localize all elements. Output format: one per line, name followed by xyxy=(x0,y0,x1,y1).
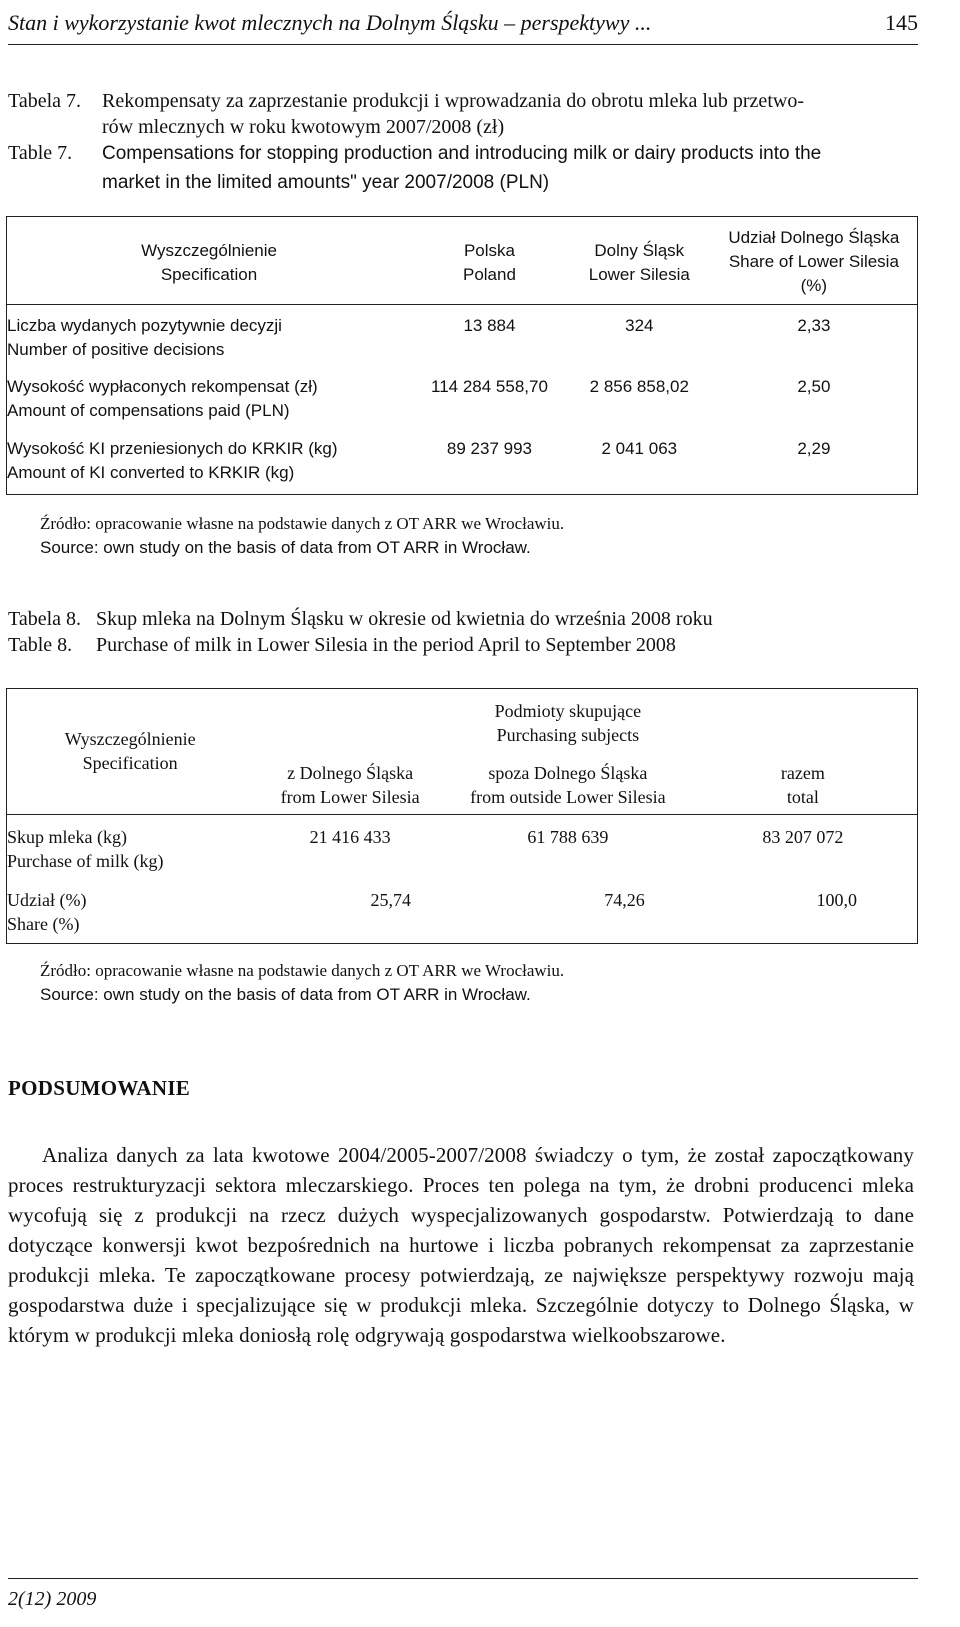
table8-header-group-pl: Podmioty skupujące xyxy=(494,701,642,721)
table-row xyxy=(7,305,918,367)
table8-row1-outside: 74,26 xyxy=(604,889,645,910)
table8-row0-from: 21 416 433 xyxy=(309,827,391,847)
row-label-en: Purchase of milk (kg) xyxy=(7,851,164,871)
row-label-pl: Wysokość wypłaconych rekompensat (zł) xyxy=(7,376,318,396)
table7-row0-polska: 13 884 xyxy=(463,316,516,335)
table8-source-en: Source: own study on the basis of data from OT ARR in Wrocław. xyxy=(40,985,531,1004)
table8-header-total xyxy=(689,751,918,815)
table8-header-from-pl: z Dolnego Śląska xyxy=(287,762,414,783)
table7-caption-pl-line1: Rekompensaty za zaprzestanie produkcji i wprowadzania do obrotu mleka lub przetwo- xyxy=(102,90,804,112)
table7-header-polska-en: Poland xyxy=(462,265,516,284)
table8-caption-pl-label: Tabela 8. xyxy=(8,608,82,630)
table7-header-share-pl: Udział Dolnego Śląska xyxy=(728,228,900,247)
row-label-pl: Wysokość KI przeniesionych do KRKIR (kg) xyxy=(7,438,338,458)
table7-header-spec xyxy=(7,217,412,305)
table8-header-outside-pl: spoza Dolnego Śląska xyxy=(488,762,648,783)
table7-header-share-unit: (%) xyxy=(800,276,828,295)
table8-header-outside-en: from outside Lower Silesia xyxy=(470,786,666,807)
table7 xyxy=(6,216,918,495)
table8-header-row1 xyxy=(7,689,918,751)
row-label-en: Amount of KI converted to KRKIR (kg) xyxy=(7,462,295,482)
table8-header-total-pl: razem xyxy=(780,762,825,783)
table8-caption-pl: Skup mleka na Dolnym Śląsku w okresie od kwietnia do września 2008 roku xyxy=(96,608,713,630)
table7-row1-share: 2,50 xyxy=(797,376,831,396)
row-label-en: Share (%) xyxy=(7,913,80,934)
table7-row2-polska: 89 237 993 xyxy=(446,438,532,458)
table7-row1-label xyxy=(7,367,412,429)
row-label-en: Amount of compensations paid (PLN) xyxy=(7,400,290,420)
running-title: Stan i wykorzystanie kwot mlecznych na Dolnym Śląsku – perspektywy ... xyxy=(8,10,652,35)
table8 xyxy=(6,688,918,944)
table8-source xyxy=(40,959,564,1007)
table-row xyxy=(7,367,918,429)
table7-source xyxy=(40,512,564,560)
table7-header-ds-en: Lower Silesia xyxy=(588,265,690,284)
table7-source-en: Source: own study on the basis of data from OT ARR in Wrocław. xyxy=(40,538,531,557)
table7-caption-en-line2: market in the limited amounts" year 2007/2008 (PLN) xyxy=(102,172,550,193)
table8-caption xyxy=(8,606,928,658)
table8-row1-label xyxy=(7,878,254,944)
table7-header-polska xyxy=(411,217,568,305)
row-label-pl: Udział (%) xyxy=(7,889,87,910)
table7-caption-pl-label: Tabela 7. xyxy=(8,90,82,112)
table7-header-ds xyxy=(568,217,711,305)
table8-source-pl: Źródło: opracowanie własne na podstawie danych z OT ARR we Wrocławiu. xyxy=(40,961,565,980)
table7-caption-en-line1: Compensations for stopping production and introducing milk or dairy products into the xyxy=(102,143,822,164)
table8-header-from-en: from Lower Silesia xyxy=(280,786,420,807)
table8-row1-from: 25,74 xyxy=(370,889,412,910)
table7-header-row xyxy=(7,217,918,305)
table8-header-spec-pl: Wyszczególnienie xyxy=(64,729,196,749)
page-number: 145 xyxy=(885,10,918,35)
table7-row0-ds: 324 xyxy=(625,316,654,335)
table7-row1-polska: 114 284 558,70 xyxy=(431,376,548,396)
table-row xyxy=(7,878,918,944)
table7-header-share xyxy=(711,217,918,305)
row-label-pl: Liczba wydanych pozytywnie decyzji xyxy=(7,316,282,335)
table7-caption xyxy=(8,88,928,196)
summary-heading: PODSUMOWANIE xyxy=(8,1076,191,1100)
table8-header-total-en: total xyxy=(786,786,819,807)
table7-row0-label xyxy=(7,305,412,367)
table7-source-pl: Źródło: opracowanie własne na podstawie danych z OT ARR we Wrocławiu. xyxy=(40,514,565,533)
table8-row1-total: 100,0 xyxy=(816,889,857,910)
table-row xyxy=(7,429,918,495)
table8-header-from xyxy=(253,751,447,815)
footer-rule xyxy=(8,1578,918,1579)
row-label-pl: Skup mleka (kg) xyxy=(7,827,127,847)
table8-row0-outside: 61 788 639 xyxy=(527,827,609,847)
row-label-en: Number of positive decisions xyxy=(7,340,225,359)
table7-row0-share: 2,33 xyxy=(797,316,831,335)
table7-caption-pl-line2: rów mlecznych w roku kwotowym 2007/2008 (zł) xyxy=(102,116,505,138)
table7-header-ds-pl: Dolny Śląsk xyxy=(594,241,685,260)
summary-paragraph: Analiza danych za lata kwotowe 2004/2005-2007/2008 świadczy o tym, że został zapoczątkowany proces restrukturyzacji sektora mleczarskiego. Proces ten polega na tym, że drobni producenci mleka wycofują się z produkcji na rzecz dużych wyspecjalizowanych gospodarstw. Potwierdzają to dane dotyczące konwersji kwot bezpośrednich na hurtowe i liczba pobranych rekompensat za zaprzestanie produkcji mleka. Te zapoczątkowane procesy potwierdzają, ze największe perspektywy rozwoju mają gospodarstwa duże i specjalizujące się w produkcji mleka. Szczególnie dotyczy to Dolnego Śląska, w którym w produkcji mleka doniosłą rolę odgrywają gospodarstwa wielkoobszarowe. xyxy=(8,1143,914,1347)
table7-header-spec-pl: Wyszczególnienie xyxy=(141,241,277,260)
table8-header-group-en: Purchasing subjects xyxy=(496,725,640,745)
footer-issue: 2(12) 2009 xyxy=(8,1588,97,1610)
table8-header-spec-en: Specification xyxy=(82,753,178,773)
table7-row2-label xyxy=(7,429,412,495)
table-row xyxy=(7,815,918,878)
table8-caption-en-label: Table 8. xyxy=(8,634,73,656)
table7-row2-share: 2,29 xyxy=(797,438,831,458)
table8-header-outside xyxy=(447,751,689,815)
table8-row0-label xyxy=(7,815,254,878)
table7-caption-en-label: Table 7. xyxy=(8,142,73,164)
running-header xyxy=(8,4,918,45)
table7-header-polska-pl: Polska xyxy=(463,241,515,260)
table8-caption-en: Purchase of milk in Lower Silesia in the period April to September 2008 xyxy=(96,634,676,656)
table8-header-spec xyxy=(7,689,254,815)
table8-header-group xyxy=(447,689,689,751)
table8-row0-total: 83 207 072 xyxy=(762,827,844,847)
table7-row1-ds: 2 856 858,02 xyxy=(589,376,689,396)
table7-row2-ds: 2 041 063 xyxy=(601,438,678,458)
table7-header-spec-en: Specification xyxy=(160,265,258,284)
table7-header-share-en: Share of Lower Silesia xyxy=(728,252,899,271)
